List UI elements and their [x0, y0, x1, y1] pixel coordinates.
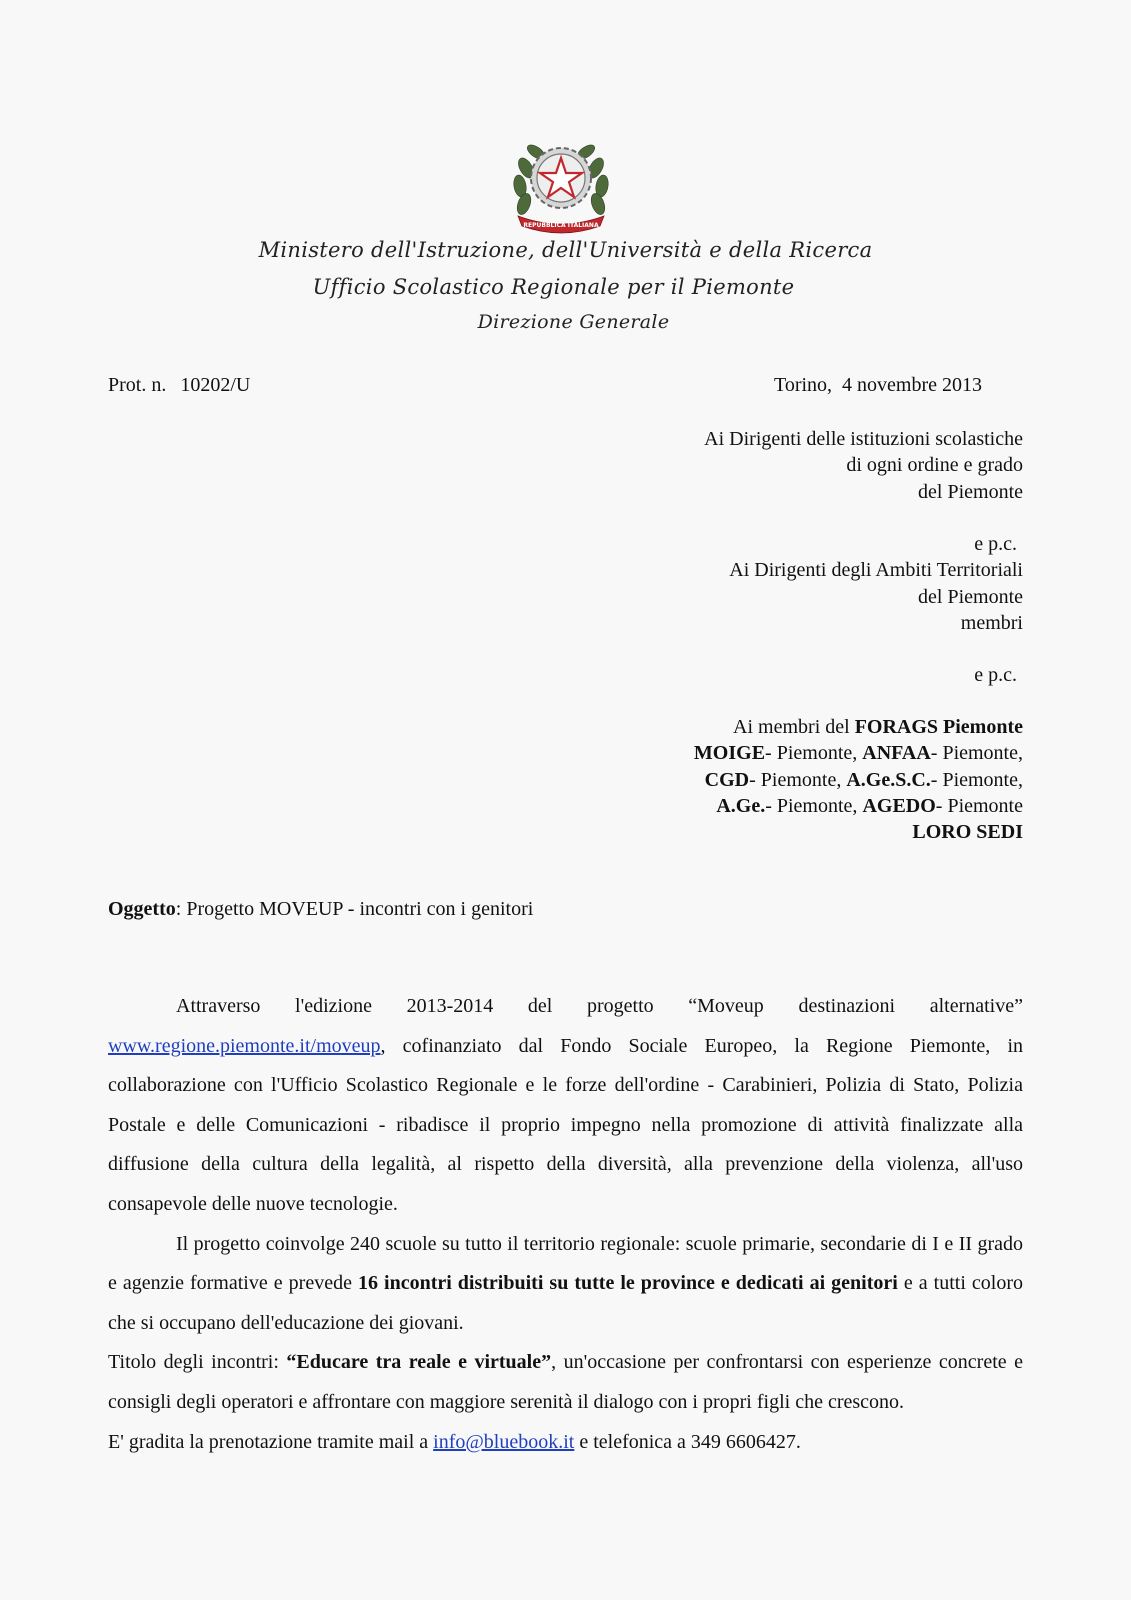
subject-label: Oggetto	[108, 898, 176, 920]
italian-republic-emblem	[508, 128, 614, 234]
moveup-link[interactable]: www.regione.piemonte.it/moveup	[108, 1034, 381, 1057]
recipient-line: A.Ge.- Piemonte, AGEDO- Piemonte	[716, 794, 1023, 817]
recipient-line: Ai Dirigenti delle istituzioni scolastiche	[704, 428, 1023, 450]
body-paragraph-1: Attraverso l'edizione 2013-2014 del progetto “Moveup destinazioni alternative” www.regione.piemonte.it/moveup, cofinanziato dal Fondo Sociale Europeo, la Regione Piemonte, in collaborazione con l'Ufficio Scolastico Regionale e le forze dell'ordine - Carabinieri, Polizia di Stato, Polizia Postale e delle Comunicazioni - ribadisce il proprio impegno nella promozione di attività finalizzate alla diffusione della cultura della legalità, al rispetto della diversità, alla prevenzione della violenza, all'uso consapevole delle nuove tecnologie.	[108, 995, 1023, 1215]
emblem-ribbon-text: REPUBBLICA ITALIANA	[523, 222, 599, 229]
recipient-line: MOIGE- Piemonte, ANFAA- Piemonte,	[693, 742, 1023, 765]
protocol-number	[108, 374, 250, 397]
epc-label: e p.c.	[974, 533, 1017, 555]
recipient-line: di ogni ordine e grado	[846, 454, 1023, 477]
recipients-group-3	[694, 714, 1023, 845]
body-paragraph-3: Titolo degli incontri: “Educare tra reale e virtuale”, un'occasione per confrontarsi con esperienze concrete e consigli degli operatori e affrontare con maggiore serenità il dialogo con i propri figli che crescono.	[108, 1351, 1024, 1413]
epc-label-2	[974, 662, 1023, 688]
body-paragraph-4: E' gradita la prenotazione tramite mail a info@bluebook.it e telefonica a 349 6606427.	[108, 1430, 801, 1453]
recipient-line: LORO SEDI	[912, 821, 1023, 844]
epc-label: e p.c.	[974, 664, 1017, 686]
ministry-name: Ministero dell'Istruzione, dell'Università e della Ricerca	[258, 238, 873, 262]
protocol-label: Prot. n.	[108, 374, 167, 396]
recipient-line: CGD- Piemonte, A.Ge.S.C.- Piemonte,	[704, 768, 1023, 791]
subject-text: : Progetto MOVEUP - incontri con i genitori	[175, 898, 534, 920]
letter-date: Torino, 4 novembre 2013	[774, 374, 983, 396]
subject-line	[108, 898, 533, 921]
body-paragraph-2: Il progetto coinvolge 240 scuole su tutto il territorio regionale: scuole primarie, secondarie di I e II grado e agenzie formative e prevede 16 incontri distribuiti su tutte le province e dedicati ai genitori e a tutti coloro che si occupano dell'educazione dei giovani.	[108, 1232, 1023, 1334]
protocol-value: 10202/U	[180, 374, 251, 396]
recipient-line: del Piemonte	[918, 480, 1023, 503]
recipient-line: del Piemonte	[918, 585, 1023, 608]
directorate-name: Direzione Generale	[477, 311, 670, 333]
recipient-line: Ai Dirigenti degli Ambiti Territoriali	[729, 559, 1023, 582]
office-name: Ufficio Scolastico Regionale per il Piemonte	[312, 275, 795, 299]
recipient-line: Ai membri del FORAGS Piemonte	[733, 716, 1023, 738]
recipients-group-2	[729, 531, 1023, 636]
recipient-line: membri	[960, 611, 1023, 634]
recipients-group-1	[704, 426, 1023, 505]
letter-body	[108, 987, 1023, 1462]
email-link[interactable]: info@bluebook.it	[433, 1430, 575, 1453]
